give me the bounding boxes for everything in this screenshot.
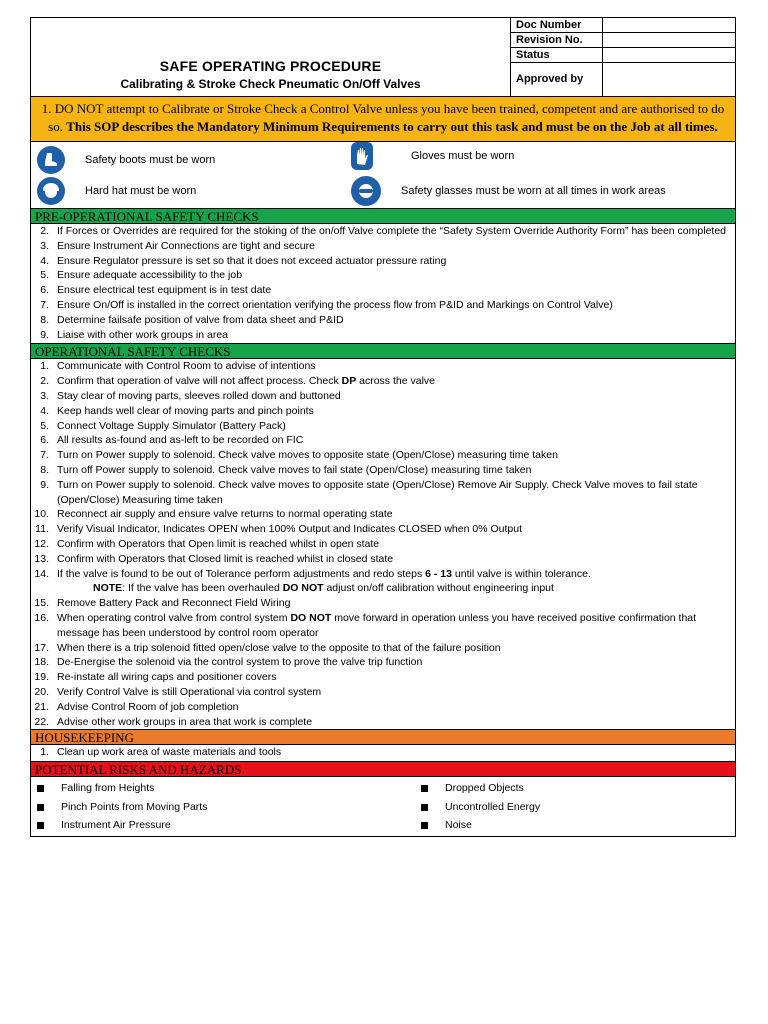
item-text: Ensure Instrument Air Connections are tight and secure bbox=[57, 239, 315, 252]
meta-label: Doc Number bbox=[511, 18, 603, 32]
safety-boots-icon bbox=[37, 146, 65, 174]
item-number: 6. bbox=[40, 284, 49, 297]
item-text: De-Energise the solenoid via the control system to prove the valve trip function bbox=[57, 656, 423, 669]
list-item bbox=[31, 715, 735, 730]
risk-item bbox=[37, 819, 171, 831]
risk-item bbox=[421, 782, 524, 794]
sop-document bbox=[30, 17, 736, 837]
item-text: Clean up work area of waste materials and tools bbox=[57, 746, 282, 759]
list-item bbox=[31, 641, 735, 656]
list-item bbox=[31, 655, 735, 670]
meta-value bbox=[603, 33, 735, 47]
risk-label: Falling from Heights bbox=[61, 782, 155, 795]
item-text: When there is a trip solenoid fitted open/close valve to the opposite to that of the failure position bbox=[57, 641, 501, 654]
item-text-part: When operating control valve from control system bbox=[57, 611, 291, 624]
item-text: Communicate with Control Room to advise of intentions bbox=[57, 360, 316, 373]
item-text: Remove Battery Pack and Reconnect Field Wiring bbox=[57, 597, 291, 610]
list-item bbox=[31, 224, 735, 239]
item-text: Liaise with other work groups in area bbox=[57, 328, 229, 341]
list-item bbox=[31, 596, 735, 611]
pre-operational-heading: PRE-OPERATIONAL SAFETY CHECKS bbox=[30, 209, 736, 224]
list-item bbox=[31, 254, 735, 269]
list-item bbox=[31, 611, 735, 641]
list-item bbox=[31, 268, 735, 283]
list-item bbox=[31, 404, 735, 419]
item-text: Turn on Power supply to solenoid. Check valve moves to opposite state (Open/Close) measuring time taken bbox=[57, 449, 558, 462]
list-item bbox=[31, 685, 735, 700]
item-number: 1. bbox=[40, 360, 49, 373]
document-header bbox=[30, 17, 736, 97]
item-text: Ensure Regulator pressure is set so that it does not exceed actuator pressure rating bbox=[57, 254, 447, 267]
list-item bbox=[31, 670, 735, 685]
risk-label: Dropped Objects bbox=[445, 782, 524, 795]
item-text: All results as-found and as-left to be recorded on FIC bbox=[57, 434, 304, 447]
pre-operational-checklist bbox=[30, 224, 736, 344]
item-number: 10. bbox=[34, 508, 49, 521]
ppe-label: Gloves must be worn bbox=[411, 150, 515, 162]
list-item bbox=[31, 507, 735, 522]
item-number: 3. bbox=[40, 239, 49, 252]
meta-label: Revision No. bbox=[511, 33, 603, 47]
ppe-item-glasses bbox=[351, 176, 666, 206]
meta-label: Status bbox=[511, 48, 603, 62]
list-item bbox=[31, 239, 735, 254]
item-text: Verify Control Valve is still Operational via control system bbox=[57, 685, 322, 698]
item-number: 21. bbox=[34, 700, 49, 713]
item-text bbox=[93, 581, 735, 596]
item-text: Ensure On/Off is installed in the correct orientation verifying the process flow from P&ID and Markings on Control Valve) bbox=[57, 298, 613, 311]
meta-row-status bbox=[511, 48, 735, 63]
note-text: adjust on/off calibration without engineering input bbox=[323, 582, 554, 595]
item-number: 9. bbox=[40, 478, 49, 491]
bullet-icon bbox=[37, 804, 44, 811]
meta-row-revision bbox=[511, 33, 735, 48]
item-text: Turn on Power supply to solenoid. Check valve moves to opposite state (Open/Close) Remove Air Supply. Check Valve moves to fail state (Open/Close) Measuring time taken bbox=[57, 478, 698, 506]
list-item bbox=[31, 522, 735, 537]
list-item bbox=[31, 745, 735, 760]
ppe-requirements bbox=[30, 142, 736, 209]
list-item bbox=[31, 567, 735, 582]
item-text-part: until valve is within tolerance. bbox=[451, 567, 591, 580]
item-number: 3. bbox=[40, 389, 49, 402]
gloves-icon bbox=[351, 142, 373, 170]
item-number: 1. bbox=[40, 746, 49, 759]
list-item bbox=[31, 537, 735, 552]
housekeeping-checklist bbox=[30, 745, 736, 762]
item-number: 5. bbox=[40, 269, 49, 282]
item-text: If Forces or Overrides are required for the stoking of the on/off Valve complete the “Safety System Override Authority Form” has been completed bbox=[57, 225, 727, 237]
item-text-part: Confirm that operation of valve will not affect process. Check bbox=[57, 375, 342, 388]
item-text-part: move forward in operation unless you have received positive confirmation that message has been understood by control room operator bbox=[57, 611, 697, 639]
risk-item bbox=[421, 801, 540, 813]
list-item bbox=[31, 374, 735, 389]
risk-item bbox=[421, 819, 472, 831]
item-text-emphasis: DP bbox=[341, 375, 357, 388]
bullet-icon bbox=[421, 804, 428, 811]
list-item bbox=[31, 389, 735, 404]
item-number: 11. bbox=[35, 523, 49, 536]
list-item bbox=[31, 283, 735, 298]
list-item bbox=[31, 359, 735, 374]
ppe-label: Hard hat must be worn bbox=[85, 185, 197, 197]
bullet-icon bbox=[421, 822, 428, 829]
meta-label: Approved by bbox=[511, 63, 603, 96]
item-number: 7. bbox=[40, 298, 49, 311]
risk-label: Uncontrolled Energy bbox=[445, 801, 541, 814]
warning-bold-text: This SOP describes the Mandatory Minimum Requirements to carry out this task and must be on the Job at all times. bbox=[66, 119, 718, 134]
item-text: Advise other work groups in area that work is complete bbox=[57, 715, 313, 728]
item-number: 19. bbox=[34, 671, 49, 684]
list-item bbox=[31, 552, 735, 567]
ppe-item-boots bbox=[37, 146, 215, 174]
risks-list bbox=[30, 777, 736, 837]
list-item bbox=[31, 313, 735, 328]
item-number: 17. bbox=[34, 641, 49, 654]
item-number: 5. bbox=[40, 419, 49, 432]
document-subtitle: Calibrating & Stroke Check Pneumatic On/Off Valves bbox=[120, 77, 421, 91]
item-text: Turn off Power supply to solenoid. Check valve moves to fail state (Open/Close) measuring time taken bbox=[57, 463, 532, 476]
item-number: 9. bbox=[40, 328, 49, 341]
item-text: Re-instate all wiring caps and positioner covers bbox=[57, 671, 277, 684]
risks-heading: POTENTIAL RISKS AND HAZARDS bbox=[30, 762, 736, 777]
risk-label: Pinch Points from Moving Parts bbox=[61, 801, 208, 814]
item-number: 4. bbox=[40, 254, 49, 267]
warning-number: 1. bbox=[41, 101, 52, 116]
item-text: Confirm with Operators that Open limit is reached whilst in open state bbox=[57, 537, 380, 550]
item-text: Confirm with Operators that Closed limit is reached whilst in closed state bbox=[57, 552, 394, 565]
item-text bbox=[57, 611, 735, 641]
item-number: 2. bbox=[40, 225, 49, 237]
item-text-part: If the valve is found to be out of Tolerance perform adjustments and redo steps bbox=[57, 567, 426, 580]
item-text: Keep hands well clear of moving parts and pinch points bbox=[57, 404, 314, 417]
bullet-icon bbox=[421, 785, 428, 792]
ppe-label: Safety glasses must be worn at all times in work areas bbox=[401, 185, 666, 197]
item-text: Reconnect air supply and ensure valve returns to normal operating state bbox=[57, 508, 393, 521]
title-block bbox=[31, 18, 511, 96]
list-item bbox=[31, 448, 735, 463]
meta-value bbox=[603, 63, 735, 96]
item-text bbox=[57, 374, 735, 389]
note-emphasis: DO NOT bbox=[282, 582, 324, 595]
list-item bbox=[31, 419, 735, 434]
item-number: 14. bbox=[34, 567, 49, 580]
document-meta-table bbox=[511, 18, 735, 96]
list-item bbox=[31, 298, 735, 313]
list-item bbox=[31, 463, 735, 478]
item-number: 20. bbox=[34, 685, 49, 698]
item-number: 13. bbox=[34, 552, 49, 565]
item-number: 15. bbox=[34, 597, 49, 610]
item-number: 8. bbox=[40, 463, 49, 476]
hard-hat-icon bbox=[37, 177, 65, 205]
bullet-icon bbox=[37, 822, 44, 829]
operational-heading: OPERATIONAL SAFETY CHECKS bbox=[30, 344, 736, 359]
document-title: SAFE OPERATING PROCEDURE bbox=[159, 58, 382, 74]
item-text: Advise Control Room of job completion bbox=[57, 700, 239, 713]
item-text bbox=[57, 567, 735, 582]
item-number: 8. bbox=[40, 313, 49, 326]
item-number: 6. bbox=[40, 434, 49, 447]
item-number bbox=[31, 581, 93, 596]
list-item bbox=[31, 433, 735, 448]
note-label: NOTE bbox=[93, 582, 123, 595]
item-text-emphasis: DO NOT bbox=[290, 611, 332, 624]
item-text: Ensure adequate accessibility to the job bbox=[57, 269, 243, 282]
ppe-item-gloves bbox=[351, 142, 514, 170]
operational-checklist bbox=[30, 359, 736, 730]
risk-label: Instrument Air Pressure bbox=[61, 819, 171, 832]
list-item bbox=[31, 700, 735, 715]
item-text: Connect Voltage Supply Simulator (Battery Pack) bbox=[57, 419, 286, 432]
item-text: Stay clear of moving parts, sleeves rolled down and buttoned bbox=[57, 389, 341, 402]
item-number: 22. bbox=[34, 715, 49, 728]
note-text: : If the valve has been overhauled bbox=[122, 582, 283, 595]
item-text-part: across the valve bbox=[356, 375, 435, 388]
ppe-label: Safety boots must be worn bbox=[85, 154, 216, 166]
risk-item bbox=[37, 782, 154, 794]
safety-glasses-icon bbox=[351, 176, 381, 206]
item-text: Ensure electrical test equipment is in test date bbox=[57, 284, 272, 297]
list-item bbox=[31, 478, 735, 508]
item-number: 12. bbox=[34, 537, 49, 550]
risk-item bbox=[37, 801, 207, 813]
risk-label: Noise bbox=[445, 819, 472, 832]
item-number: 2. bbox=[40, 375, 49, 388]
meta-value bbox=[603, 48, 735, 62]
list-item bbox=[31, 328, 735, 343]
item-text: Determine failsafe position of valve from data sheet and P&ID bbox=[57, 313, 344, 326]
housekeeping-heading: HOUSEKEEPING bbox=[30, 730, 736, 745]
bullet-icon bbox=[37, 785, 44, 792]
item-number: 4. bbox=[40, 404, 49, 417]
meta-value bbox=[603, 18, 735, 32]
item-text-emphasis: 6 - 13 bbox=[425, 567, 452, 580]
meta-row-approved-by bbox=[511, 63, 735, 96]
item-number: 16. bbox=[34, 611, 49, 624]
ppe-item-hard-hat bbox=[37, 177, 196, 205]
item-number: 7. bbox=[40, 449, 49, 462]
list-item bbox=[31, 581, 735, 596]
item-text: Verify Visual Indicator, Indicates OPEN when 100% Output and Indicates CLOSED when 0% Output bbox=[57, 523, 522, 536]
training-warning-banner bbox=[30, 97, 736, 142]
item-number: 18. bbox=[34, 656, 49, 669]
meta-row-doc-number bbox=[511, 18, 735, 33]
warning-text: DO NOT attempt to Calibrate or Stroke Check a Control Valve unless you have been trained, competent and are authorised to do so. bbox=[48, 101, 725, 134]
